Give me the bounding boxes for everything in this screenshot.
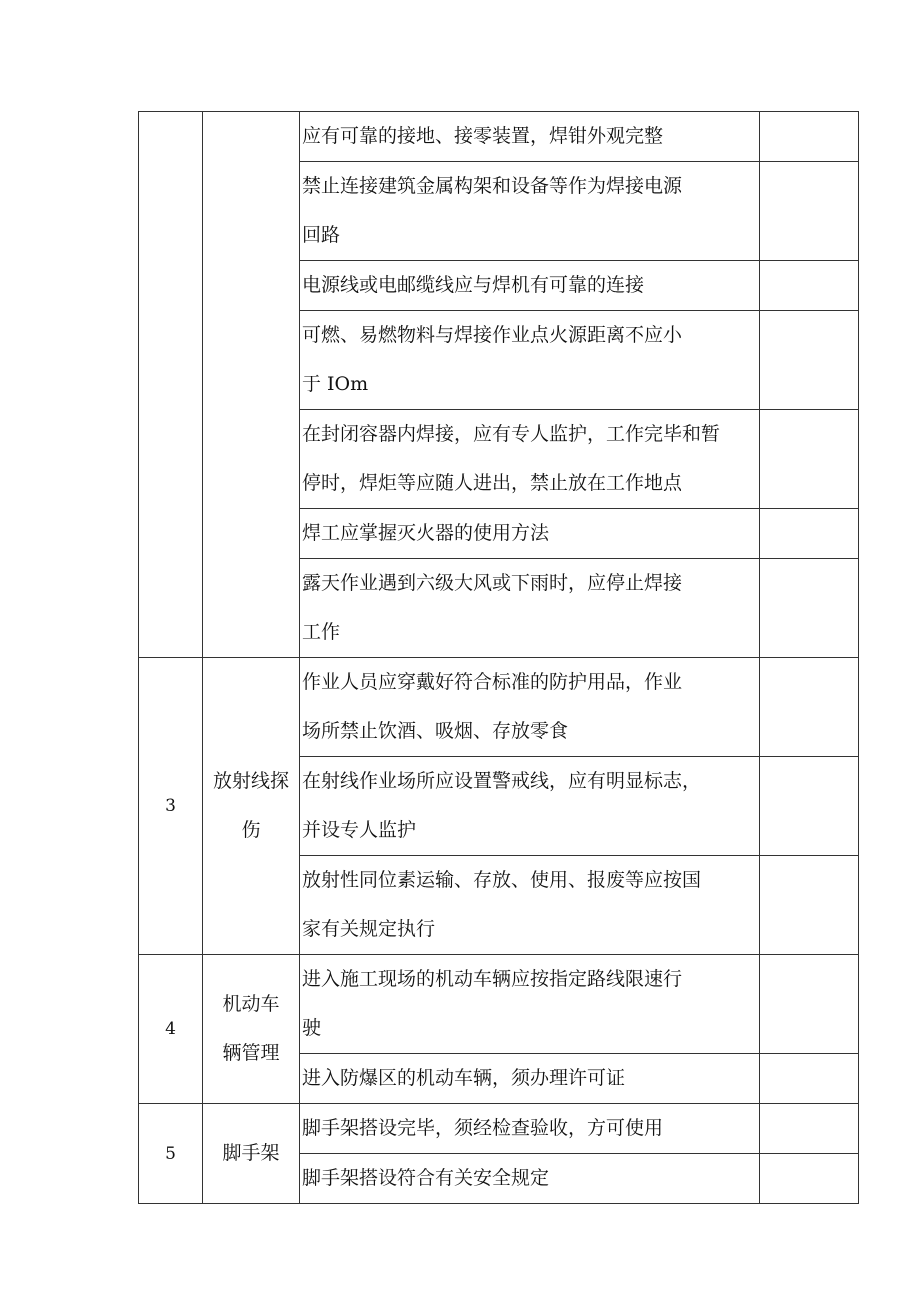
category-cell [203,955,300,1104]
requirement-text: 停时，焊炬等应随人进出，禁止放在工作地点 [302,472,683,494]
table-body [139,112,859,1204]
requirement-text: 脚手架搭设完毕，须经检查验收，方可使用 [302,1117,664,1139]
check-result-cell[interactable] [760,1104,859,1154]
item-number: 4 [139,955,203,1104]
requirement-cell [300,261,760,311]
category-label: 辆管理 [222,1042,280,1064]
check-result-cell[interactable] [760,757,859,856]
requirement-text: 焊工应掌握灭火器的使用方法 [302,522,550,544]
requirement-text: 家有关规定执行 [302,918,436,940]
table-row [139,955,859,1054]
check-result-cell[interactable] [760,955,859,1054]
requirement-text: 进入防爆区的机动车辆，须办理许可证 [302,1067,626,1089]
requirement-text: 放射性同位素运输、存放、使用、报废等应按国 [302,869,702,891]
category-label: 放射线探 [212,770,289,792]
check-result-cell[interactable] [760,311,859,410]
table-row [139,658,859,757]
requirement-cell [300,856,760,955]
requirement-cell [300,311,760,410]
check-result-cell[interactable] [760,559,859,658]
requirement-text: 在射线作业场所应设置警戒线，应有明显标志， [302,770,702,792]
requirement-cell [300,559,760,658]
requirement-cell [300,112,760,162]
requirement-cell [300,1104,760,1154]
requirement-cell [300,1054,760,1104]
requirement-cell [300,162,760,261]
requirement-text: 脚手架搭设符合有关安全规定 [302,1167,550,1189]
requirement-cell [300,955,760,1054]
requirement-text: 禁止连接建筑金属构架和设备等作为焊接电源 [302,175,683,197]
requirement-text: 驶 [302,1017,322,1039]
table-row [139,1104,859,1154]
requirement-text: 于 IOm [302,373,369,395]
requirement-text: 进入施工现场的机动车辆应按指定路线限速行 [302,968,683,990]
requirement-cell [300,757,760,856]
check-result-cell[interactable] [760,1054,859,1104]
requirement-text: 应有可靠的接地、接零装置，焊钳外观完整 [302,125,664,147]
category-label: 机动车 [222,993,280,1015]
category-cell [203,1104,300,1204]
requirement-text: 工作 [302,621,341,643]
check-result-cell[interactable] [760,410,859,509]
category-cell [203,658,300,955]
requirement-text: 露天作业遇到六级大风或下雨时，应停止焊接 [302,572,683,594]
requirement-cell [300,1154,760,1204]
category-label: 脚手架 [222,1142,280,1164]
requirement-text: 场所禁止饮酒、吸烟、存放零食 [302,720,569,742]
check-result-cell[interactable] [760,1154,859,1204]
requirement-text: 并设专人监护 [302,819,417,841]
requirement-text: 在封闭容器内焊接，应有专人监护，工作完毕和暂 [302,423,721,445]
requirement-cell [300,658,760,757]
requirement-cell [300,509,760,559]
table-row [139,112,859,162]
requirement-text: 作业人员应穿戴好符合标准的防护用品，作业 [302,671,683,693]
category-cell [203,112,300,658]
item-number: 3 [139,658,203,955]
requirement-text: 可燃、易燃物料与焊接作业点火源距离不应小 [302,324,683,346]
category-label: 伤 [241,819,261,841]
check-result-cell[interactable] [760,112,859,162]
requirement-text: 电源线或电邮缆线应与焊机有可靠的连接 [302,274,645,296]
check-result-cell[interactable] [760,856,859,955]
requirement-text: 回路 [302,224,341,246]
check-result-cell[interactable] [760,261,859,311]
check-result-cell[interactable] [760,658,859,757]
safety-check-table [138,111,859,1204]
check-result-cell[interactable] [760,162,859,261]
item-number: 5 [139,1104,203,1204]
item-number [139,112,203,658]
requirement-cell [300,410,760,509]
check-result-cell[interactable] [760,509,859,559]
